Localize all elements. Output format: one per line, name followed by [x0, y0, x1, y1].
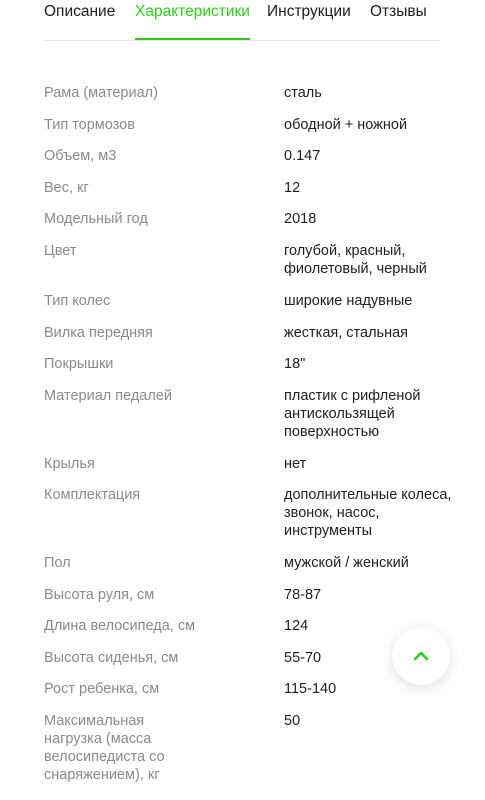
spec-value: 115-140 [284, 681, 337, 697]
spec-value: 0.147 [284, 148, 321, 164]
spec-label: Крылья [44, 456, 95, 472]
spec-value: жесткая, стальная [284, 325, 409, 341]
spec-label: Тип колес [44, 293, 111, 309]
spec-value: 55-70 [284, 650, 322, 666]
spec-label: Максимальная нагрузка (масса велосипедиста со снаряжением), кг [44, 713, 165, 783]
spec-label: Цвет [44, 243, 77, 259]
spec-label: Вес, кг [44, 180, 89, 196]
tab-instructions[interactable]: Инструкции [267, 3, 351, 20]
spec-label: Длина велосипеда, см [44, 618, 196, 634]
spec-value: 78-87 [284, 587, 322, 603]
spec-label: Высота руля, см [44, 587, 155, 603]
tab-characteristics[interactable]: Характеристики [135, 3, 250, 40]
spec-value: голубой, красный, фиолетовый, черный [284, 243, 427, 277]
spec-label: Пол [44, 555, 71, 571]
scroll-to-top-button[interactable] [392, 627, 450, 685]
spec-value: дополнительные колеса, звонок, насос, инструменты [284, 487, 452, 539]
spec-value: 18" [284, 356, 306, 372]
spec-value: 50 [284, 713, 301, 729]
tab-description[interactable]: Описание [44, 3, 116, 20]
spec-label: Комплектация [44, 487, 141, 503]
tab-reviews[interactable]: Отзывы [370, 3, 427, 20]
spec-value: нет [284, 456, 307, 472]
spec-label: Высота сиденья, см [44, 650, 179, 666]
spec-label: Тип тормозов [44, 117, 135, 133]
spec-label: Покрышки [44, 356, 114, 372]
spec-label: Модельный год [44, 211, 148, 227]
spec-label: Объем, м3 [44, 148, 117, 164]
chevron-up-icon [413, 651, 429, 661]
spec-label: Рама (материал) [44, 85, 158, 101]
spec-label: Вилка передняя [44, 325, 153, 341]
spec-value: широкие надувные [284, 293, 413, 309]
spec-label: Рост ребенка, см [44, 681, 160, 697]
spec-label: Материал педалей [44, 388, 172, 404]
spec-value: сталь [284, 85, 322, 101]
spec-value: 124 [284, 618, 309, 634]
spec-value: 12 [284, 180, 301, 196]
spec-value: мужской / женский [284, 555, 409, 571]
spec-value: 2018 [284, 211, 317, 227]
spec-value: ободной + ножной [284, 117, 408, 133]
spec-value: пластик с рифленой антискользящей поверхностью [284, 388, 421, 440]
tab-bar [44, 0, 439, 41]
